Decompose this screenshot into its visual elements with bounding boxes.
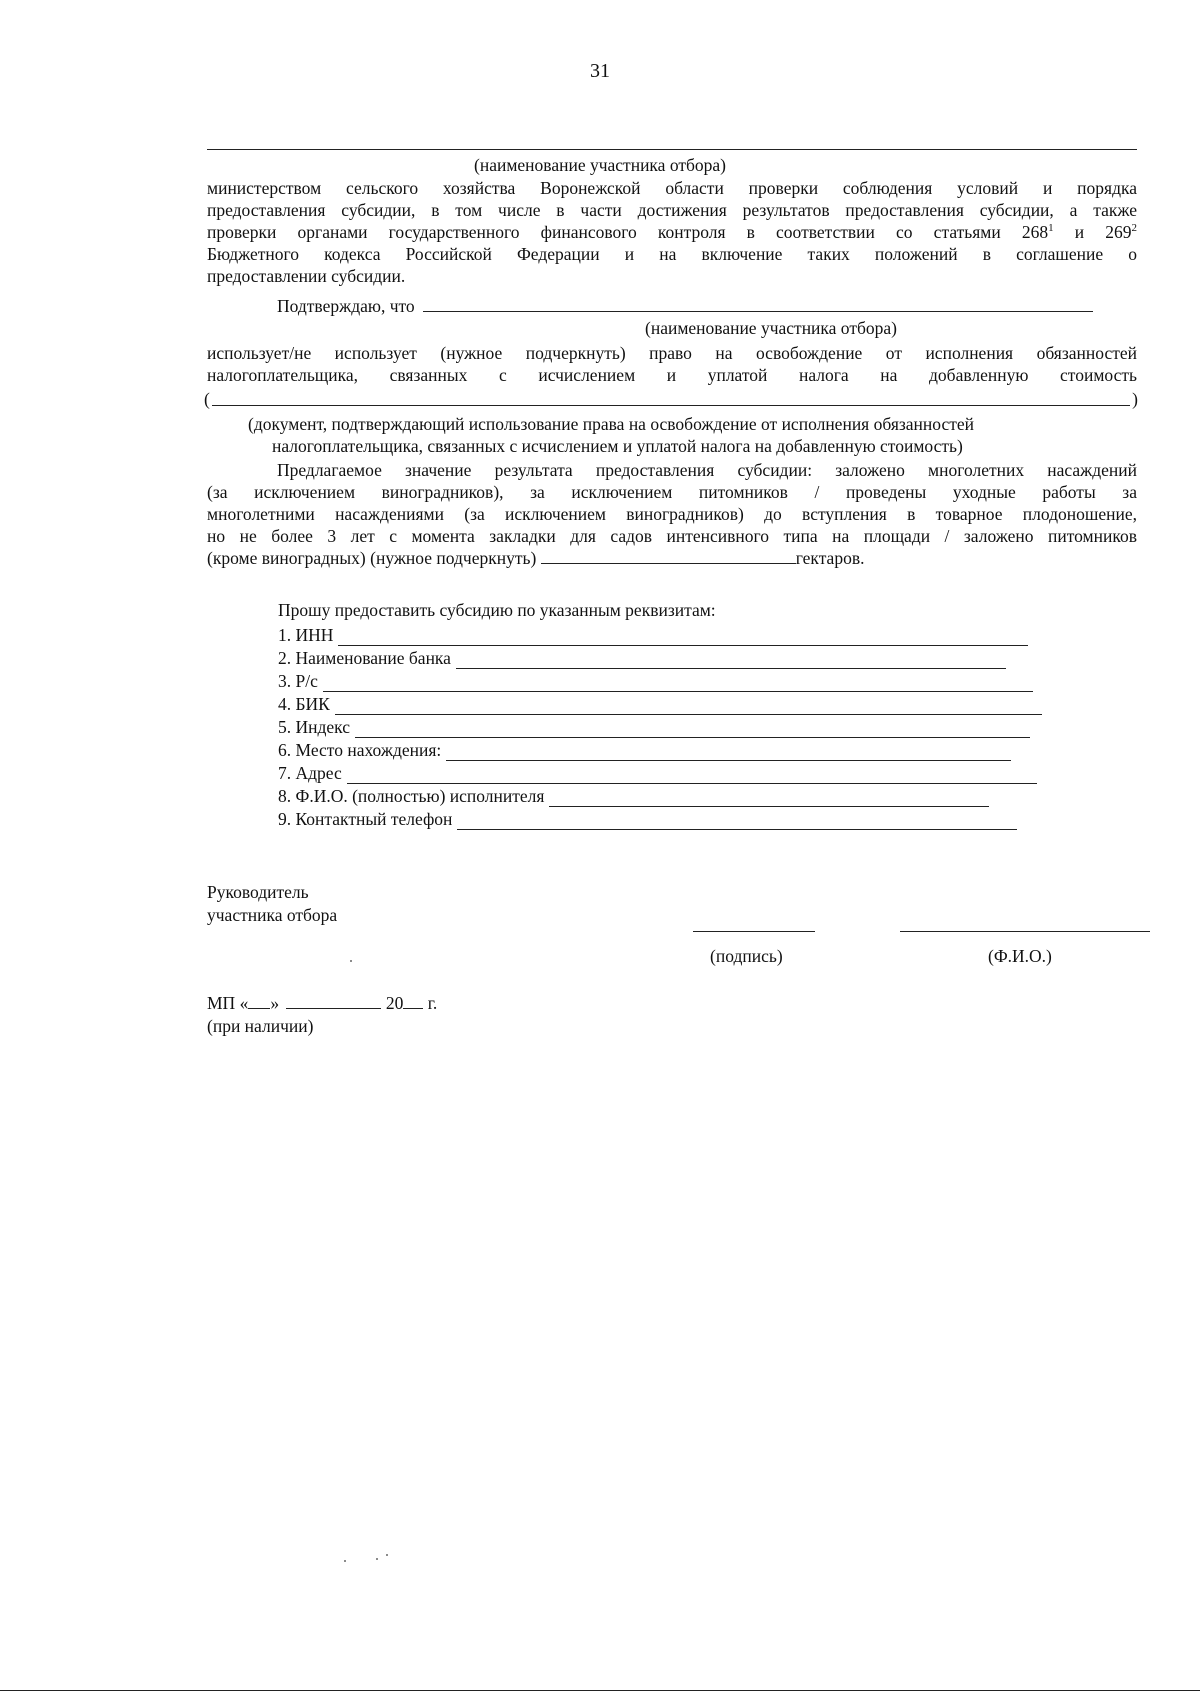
- participant-name-caption: (наименование участника отбора): [474, 155, 726, 175]
- result-line: Предлагаемое значение результата предоставления субсидии: заложено многолетних насаждений: [277, 460, 1137, 480]
- vat-paragraph: [207, 342, 1137, 386]
- hectares-field[interactable]: [541, 549, 796, 564]
- consent-line: предоставлении субсидии.: [207, 266, 406, 286]
- scan-speck: [344, 1560, 346, 1562]
- stamp-note: (при наличии): [207, 1016, 314, 1036]
- scan-speck: [386, 1554, 388, 1556]
- requisite-executor[interactable]: 8. Ф.И.О. (полностью) исполнителя: [278, 784, 989, 807]
- bracket-close: ): [1132, 389, 1138, 409]
- address-field[interactable]: [347, 769, 1037, 784]
- bracket-open: (: [204, 389, 210, 409]
- requisite-inn[interactable]: 1. ИНН: [278, 623, 1028, 646]
- page-bottom-border: [0, 1690, 1200, 1691]
- scan-speck: [350, 960, 352, 962]
- location-field[interactable]: [446, 746, 1011, 761]
- participant-name-line: [207, 149, 1137, 150]
- account-field[interactable]: [323, 677, 1033, 692]
- result-line: многолетними насаждениями (за исключением виноградников) до вступления в товарное плодоношение,: [207, 504, 1137, 524]
- result-line: но не более 3 лет с момента закладки для садов интенсивного типа на площади / заложено питомников: [207, 526, 1137, 546]
- consent-line: Бюджетного кодекса Российской Федерации и на включение таких положений в соглашение о: [207, 244, 1137, 264]
- page-number: 31: [590, 60, 610, 82]
- stamp-date-row: МП « » 20 г.: [207, 993, 438, 1013]
- vat-document-caption-2: налогоплательщика, связанных с исчислением и уплатой налога на добавленную стоимость): [272, 436, 963, 456]
- head-label-2: участника отбора: [207, 905, 338, 925]
- bank-name-field[interactable]: [456, 654, 1006, 669]
- vat-document-field[interactable]: [204, 388, 1138, 410]
- year-field[interactable]: [403, 994, 423, 1009]
- scan-speck: [376, 1558, 378, 1560]
- phone-field[interactable]: [457, 815, 1017, 830]
- requisite-bik[interactable]: 4. БИК: [278, 692, 1042, 715]
- signature-line[interactable]: [693, 931, 815, 932]
- vat-document-caption-1: (документ, подтверждающий использование права на освобождение от исполнения обязанностей: [248, 414, 975, 434]
- consent-paragraph: [207, 177, 1137, 287]
- consent-line-articles: проверки органами государственного финансового контроля в соответствии со статьями $268^1$ и $269^2$: [207, 222, 1137, 242]
- requisite-bank[interactable]: 2. Наименование банка: [278, 646, 1006, 669]
- signature-caption: (подпись): [710, 946, 783, 966]
- request-intro: Прошу предоставить субсидию по указанным реквизитам:: [278, 600, 716, 620]
- confirm-row: [277, 295, 1137, 317]
- index-field[interactable]: [355, 723, 1030, 738]
- requisite-phone[interactable]: 9. Контактный телефон: [278, 807, 1017, 830]
- stamp-mp: МП «: [207, 993, 249, 1013]
- requisite-index[interactable]: 5. Индекс: [278, 715, 1030, 738]
- consent-line: предоставления субсидии, в том числе в части достижения результатов предоставления субсидии, а также: [207, 200, 1137, 220]
- month-field[interactable]: [286, 994, 381, 1009]
- inn-field[interactable]: [338, 631, 1028, 646]
- confirm-caption: (наименование участника отбора): [645, 318, 897, 338]
- executor-field[interactable]: [549, 792, 989, 807]
- confirm-label: Подтверждаю, что: [277, 296, 415, 316]
- day-field[interactable]: [248, 994, 270, 1009]
- requisite-location[interactable]: 6. Место нахождения:: [278, 738, 1011, 761]
- requisite-address[interactable]: 7. Адрес: [278, 761, 1037, 784]
- vat-line: налогоплательщика, связанных с исчислением и уплатой налога на добавленную стоимость: [207, 365, 1137, 385]
- consent-line: министерством сельского хозяйства Воронежской области проверки соблюдения условий и порядка: [207, 178, 1137, 198]
- stamp-year-suffix: г.: [427, 993, 438, 1013]
- result-line: (за исключением виноградников), за исключением питомников / проведены уходные работы за: [207, 482, 1137, 502]
- vat-line: использует/не использует (нужное подчеркнуть) право на освобождение от исполнения обязанностей: [207, 343, 1137, 363]
- fio-caption: (Ф.И.О.): [988, 946, 1052, 966]
- vat-document-underline: [212, 405, 1130, 406]
- fio-line[interactable]: [900, 931, 1150, 932]
- requisite-account[interactable]: 3. Р/с: [278, 669, 1033, 692]
- head-label-1: Руководитель: [207, 882, 309, 902]
- result-line-last: (кроме виноградных) (нужное подчеркнуть) гектаров.: [207, 548, 865, 568]
- bik-field[interactable]: [335, 700, 1042, 715]
- confirm-participant-field[interactable]: [423, 297, 1093, 312]
- stamp-year: 20: [385, 993, 404, 1013]
- result-paragraph: [207, 459, 1137, 569]
